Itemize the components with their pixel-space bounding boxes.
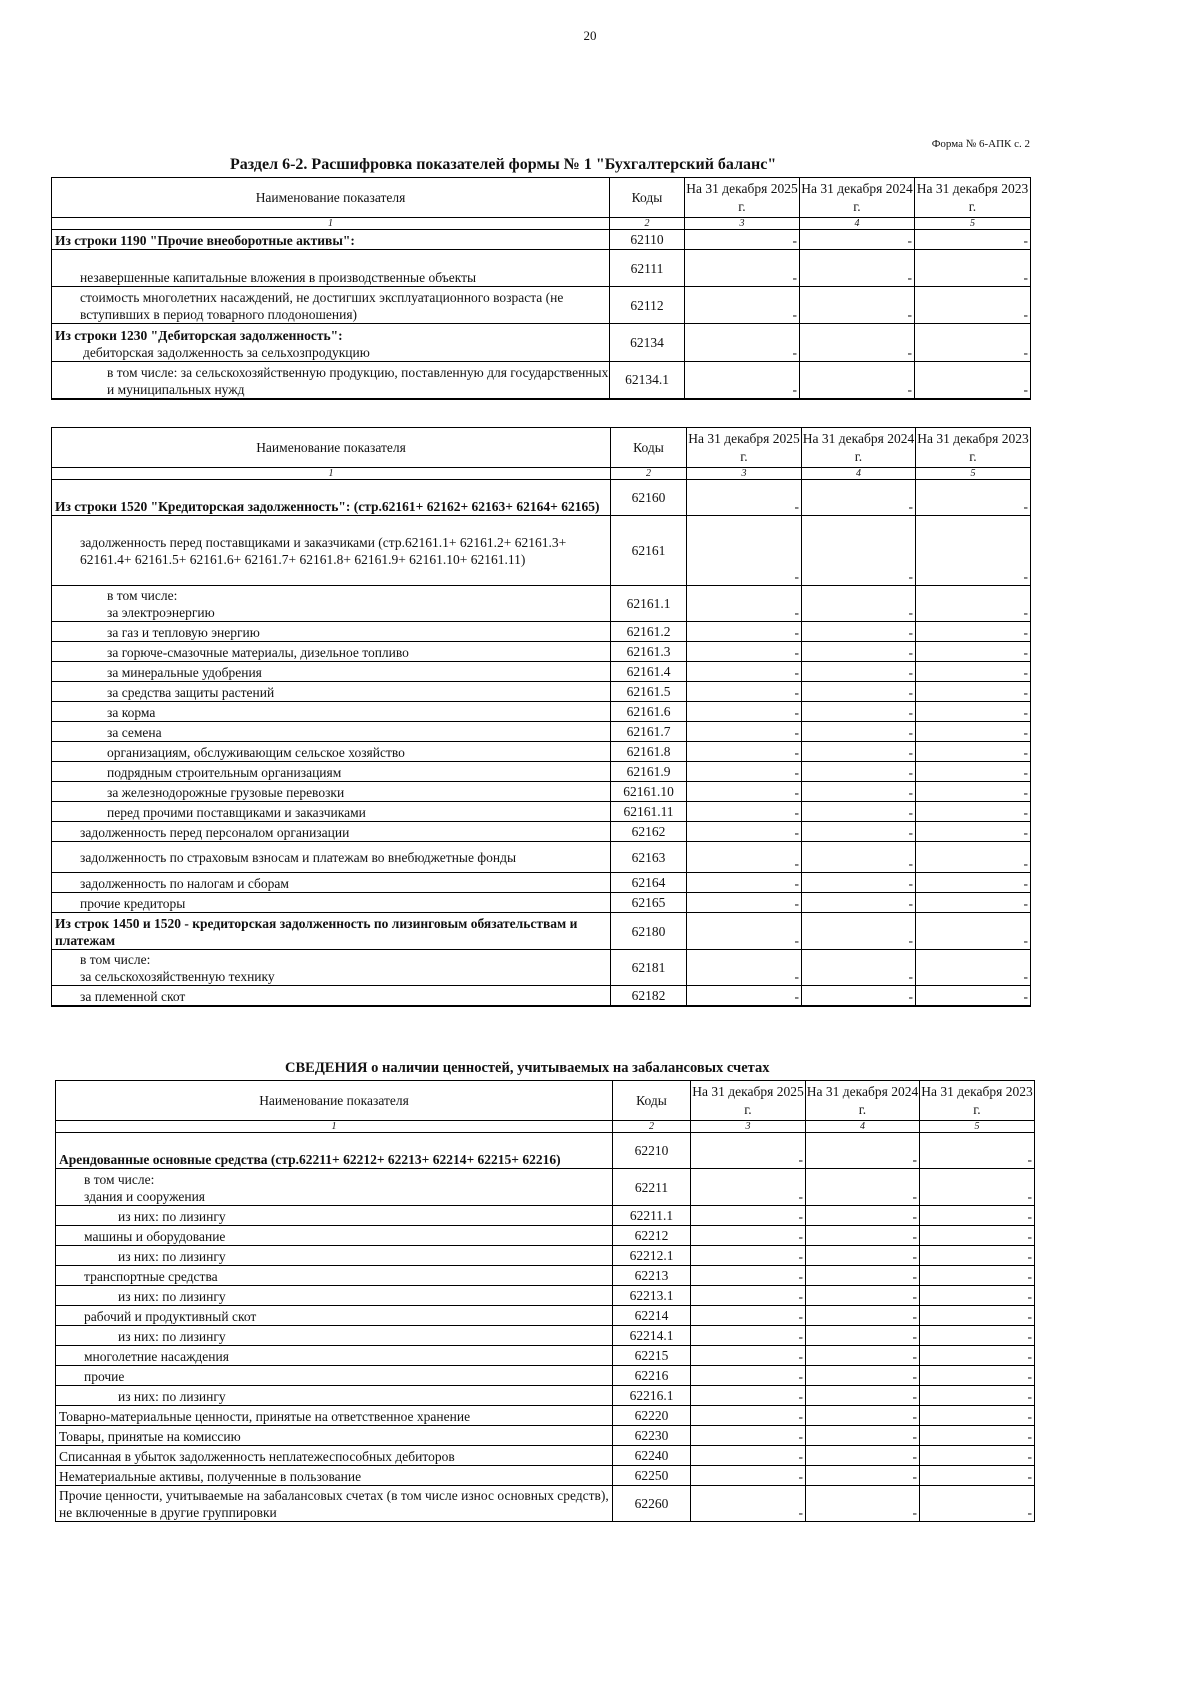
off-balance-title: СВЕДЕНИЯ о наличии ценностей, учитываемых на забалансовых счетах — [285, 1060, 770, 1076]
table-row — [52, 722, 1031, 742]
value-cell: - — [806, 1266, 920, 1286]
value-cell: - — [691, 1286, 806, 1306]
value-cell: - — [691, 1466, 806, 1486]
row-name: Из строки 1190 "Прочие внеоборотные активы": — [52, 230, 610, 250]
value-cell: - — [916, 722, 1031, 742]
header-col5: На 31 декабря 2023 г. — [920, 1081, 1035, 1121]
table-row — [52, 913, 1031, 950]
value-cell: - — [691, 1426, 806, 1446]
table-row — [52, 742, 1031, 762]
value-cell: - — [916, 586, 1031, 622]
colnum-1: 1 — [52, 468, 611, 480]
colnum-5: 5 — [915, 218, 1031, 230]
value-cell: - — [916, 742, 1031, 762]
value-cell: - — [920, 1286, 1035, 1306]
table-row — [56, 1226, 1035, 1246]
colnum-1: 1 — [52, 218, 610, 230]
off-balance-table — [55, 1080, 1035, 1522]
value-cell: - — [916, 913, 1031, 950]
row-name: Товары, принятые на комиссию — [56, 1426, 613, 1446]
value-cell: - — [802, 950, 916, 986]
value-cell: - — [916, 873, 1031, 893]
row-code: 62161.1 — [611, 586, 687, 622]
value-cell: - — [806, 1133, 920, 1169]
value-cell: - — [802, 873, 916, 893]
value-cell: - — [915, 362, 1031, 399]
value-cell: - — [691, 1366, 806, 1386]
value-cell: - — [687, 913, 802, 950]
row-name: Арендованные основные средства (стр.62211+ 62212+ 62213+ 62214+ 62215+ 62216) — [56, 1133, 613, 1169]
row-code: 62215 — [613, 1346, 691, 1366]
table-row — [52, 250, 1031, 287]
header-col3: На 31 декабря 2025 г. — [691, 1081, 806, 1121]
value-cell: - — [687, 782, 802, 802]
value-cell: - — [802, 802, 916, 822]
value-cell: - — [687, 873, 802, 893]
colnum-2: 2 — [613, 1121, 691, 1133]
row-code: 62212 — [613, 1226, 691, 1246]
value-cell: - — [687, 986, 802, 1006]
value-cell: - — [691, 1346, 806, 1366]
payables-table — [51, 427, 1031, 1007]
value-cell: - — [687, 842, 802, 873]
row-name: задолженность перед поставщиками и заказчиками (стр.62161.1+ 62161.2+ 62161.3+ 62161.4+ 62161.5+ 62161.6+ 62161.7+ 62161.8+ 62161.9+ 62161.10+ 62161.11) — [52, 516, 611, 586]
value-cell: - — [802, 893, 916, 913]
header-col3: На 31 декабря 2025 г. — [685, 178, 800, 218]
value-cell: - — [916, 622, 1031, 642]
header-col5: На 31 декабря 2023 г. — [916, 428, 1031, 468]
value-cell: - — [920, 1366, 1035, 1386]
row-name: из них: по лизингу — [56, 1286, 613, 1306]
table-row — [52, 287, 1031, 324]
header-name: Наименование показателя — [52, 428, 611, 468]
table-row — [52, 802, 1031, 822]
value-cell: - — [915, 324, 1031, 362]
value-cell: - — [802, 642, 916, 662]
table-row — [52, 782, 1031, 802]
value-cell: - — [920, 1446, 1035, 1466]
row-name: из них: по лизингу — [56, 1386, 613, 1406]
row-code: 62112 — [610, 287, 685, 324]
row-name: прочие кредиторы — [52, 893, 611, 913]
header-code: Коды — [613, 1081, 691, 1121]
row-code: 62161.6 — [611, 702, 687, 722]
value-cell: - — [802, 682, 916, 702]
value-cell: - — [691, 1246, 806, 1266]
table-row — [52, 362, 1031, 399]
value-cell: - — [920, 1246, 1035, 1266]
row-code: 62134.1 — [610, 362, 685, 399]
table-row — [52, 893, 1031, 913]
value-cell: - — [802, 762, 916, 782]
colnum-3: 3 — [687, 468, 802, 480]
colnum-2: 2 — [611, 468, 687, 480]
row-code: 62212.1 — [613, 1246, 691, 1266]
header-col4: На 31 декабря 2024 г. — [802, 428, 916, 468]
value-cell: - — [687, 742, 802, 762]
value-cell: - — [806, 1169, 920, 1206]
row-code: 62164 — [611, 873, 687, 893]
table-row — [52, 516, 1031, 586]
row-name: Нематериальные активы, полученные в пользование — [56, 1466, 613, 1486]
row-name: из них: по лизингу — [56, 1326, 613, 1346]
value-cell: - — [800, 250, 915, 287]
row-name: задолженность по страховым взносам и платежам во внебюджетные фонды — [52, 842, 611, 873]
value-cell: - — [685, 230, 800, 250]
value-cell: - — [920, 1306, 1035, 1326]
value-cell: - — [806, 1286, 920, 1306]
form-reference: Форма № 6-АПК с. 2 — [931, 138, 1030, 150]
value-cell: - — [687, 622, 802, 642]
value-cell: - — [802, 662, 916, 682]
row-name: стоимость многолетних насаждений, не достигших эксплуатационного возраста (не вступивших в период товарного плодоношения) — [52, 287, 610, 324]
value-cell: - — [916, 702, 1031, 722]
value-cell: - — [915, 230, 1031, 250]
value-cell: - — [691, 1406, 806, 1426]
table-row — [56, 1169, 1035, 1206]
colnum-3: 3 — [685, 218, 800, 230]
row-name-sub: здания и сооружения — [84, 1189, 206, 1204]
row-code: 62220 — [613, 1406, 691, 1426]
row-code: 62230 — [613, 1426, 691, 1446]
colnum-5: 5 — [916, 468, 1031, 480]
colnum-4: 4 — [802, 468, 916, 480]
row-name-heading: в том числе: — [107, 588, 178, 603]
value-cell: - — [806, 1326, 920, 1346]
value-cell: - — [802, 722, 916, 742]
value-cell: - — [802, 480, 916, 516]
table-row — [56, 1246, 1035, 1266]
value-cell: - — [687, 762, 802, 782]
row-code: 62180 — [611, 913, 687, 950]
value-cell: - — [687, 722, 802, 742]
row-name: подрядным строительным организациям — [52, 762, 611, 782]
table-row — [52, 762, 1031, 782]
value-cell: - — [802, 986, 916, 1006]
table-row — [52, 873, 1031, 893]
table-row — [52, 480, 1031, 516]
row-code: 62110 — [610, 230, 685, 250]
value-cell: - — [687, 950, 802, 986]
value-cell: - — [916, 480, 1031, 516]
page-number: 20 — [583, 28, 597, 43]
row-name: Из строк 1450 и 1520 - кредиторская задолженность по лизинговым обязательствам и платежам — [52, 913, 611, 950]
value-cell: - — [802, 742, 916, 762]
value-cell: - — [802, 622, 916, 642]
row-code: 62161.8 — [611, 742, 687, 762]
value-cell: - — [916, 893, 1031, 913]
row-name: за горюче-смазочные материалы, дизельное топливо — [52, 642, 611, 662]
table-row — [52, 822, 1031, 842]
row-name — [52, 950, 611, 986]
header-col4: На 31 декабря 2024 г. — [806, 1081, 920, 1121]
value-cell: - — [806, 1486, 920, 1522]
value-cell: - — [800, 287, 915, 324]
row-code: 62161.7 — [611, 722, 687, 742]
row-code: 62214 — [613, 1306, 691, 1326]
value-cell: - — [920, 1169, 1035, 1206]
table-row — [52, 642, 1031, 662]
value-cell: - — [687, 682, 802, 702]
row-code: 62213.1 — [613, 1286, 691, 1306]
value-cell: - — [806, 1466, 920, 1486]
row-name: в том числе: за сельскохозяйственную продукцию, поставленную для государственных и муниципальных нужд — [52, 362, 610, 399]
colnum-1: 1 — [56, 1121, 613, 1133]
row-name-heading: в том числе: — [84, 1172, 155, 1187]
row-code: 62161.10 — [611, 782, 687, 802]
table-row — [56, 1406, 1035, 1426]
value-cell: - — [687, 702, 802, 722]
row-code: 62240 — [613, 1446, 691, 1466]
value-cell: - — [800, 324, 915, 362]
table-row — [52, 986, 1031, 1006]
table-row — [52, 702, 1031, 722]
value-cell: - — [691, 1226, 806, 1246]
row-name: рабочий и продуктивный скот — [56, 1306, 613, 1326]
row-name — [52, 324, 610, 362]
value-cell: - — [916, 802, 1031, 822]
value-cell: - — [916, 986, 1031, 1006]
row-name: задолженность перед персоналом организации — [52, 822, 611, 842]
row-name: прочие — [56, 1366, 613, 1386]
row-code: 62163 — [611, 842, 687, 873]
colnum-4: 4 — [800, 218, 915, 230]
table-row — [56, 1286, 1035, 1306]
row-code: 62161.9 — [611, 762, 687, 782]
value-cell: - — [920, 1486, 1035, 1522]
colnum-2: 2 — [610, 218, 685, 230]
value-cell: - — [685, 324, 800, 362]
row-name: Списанная в убыток задолженность неплатежеспособных дебиторов — [56, 1446, 613, 1466]
value-cell: - — [691, 1306, 806, 1326]
header-name: Наименование показателя — [56, 1081, 613, 1121]
value-cell: - — [802, 842, 916, 873]
table-row — [56, 1306, 1035, 1326]
value-cell: - — [802, 822, 916, 842]
row-name: из них: по лизингу — [56, 1206, 613, 1226]
row-code: 62165 — [611, 893, 687, 913]
value-cell: - — [920, 1226, 1035, 1246]
value-cell: - — [687, 642, 802, 662]
value-cell: - — [685, 287, 800, 324]
value-cell: - — [806, 1246, 920, 1266]
row-code: 62260 — [613, 1486, 691, 1522]
value-cell: - — [802, 913, 916, 950]
value-cell: - — [806, 1386, 920, 1406]
value-cell: - — [800, 230, 915, 250]
colnum-5: 5 — [920, 1121, 1035, 1133]
table-row — [56, 1266, 1035, 1286]
value-cell: - — [691, 1169, 806, 1206]
value-cell: - — [806, 1446, 920, 1466]
table-row — [56, 1326, 1035, 1346]
value-cell: - — [916, 682, 1031, 702]
value-cell: - — [916, 662, 1031, 682]
row-code: 62250 — [613, 1466, 691, 1486]
row-name: за корма — [52, 702, 611, 722]
row-name-sub: дебиторская задолженность за сельхозпродукцию — [83, 345, 370, 360]
row-name: многолетние насаждения — [56, 1346, 613, 1366]
table-row — [52, 586, 1031, 622]
row-code: 62161.2 — [611, 622, 687, 642]
row-code: 62211.1 — [613, 1206, 691, 1226]
value-cell: - — [685, 250, 800, 287]
row-name — [56, 1169, 613, 1206]
row-name: задолженность по налогам и сборам — [52, 873, 611, 893]
value-cell: - — [691, 1133, 806, 1169]
row-code: 62210 — [613, 1133, 691, 1169]
value-cell: - — [806, 1406, 920, 1426]
value-cell: - — [806, 1366, 920, 1386]
table-row — [52, 230, 1031, 250]
row-code: 62216.1 — [613, 1386, 691, 1406]
value-cell: - — [920, 1326, 1035, 1346]
row-name — [52, 586, 611, 622]
colnum-3: 3 — [691, 1121, 806, 1133]
row-code: 62161.4 — [611, 662, 687, 682]
value-cell: - — [802, 586, 916, 622]
value-cell: - — [685, 362, 800, 399]
value-cell: - — [920, 1346, 1035, 1366]
colnum-4: 4 — [806, 1121, 920, 1133]
value-cell: - — [916, 842, 1031, 873]
value-cell: - — [802, 702, 916, 722]
value-cell: - — [920, 1386, 1035, 1406]
value-cell: - — [802, 782, 916, 802]
table-row — [52, 662, 1031, 682]
value-cell: - — [916, 950, 1031, 986]
value-cell: - — [920, 1266, 1035, 1286]
receivables-assets-table — [51, 177, 1031, 400]
row-code: 62134 — [610, 324, 685, 362]
value-cell: - — [691, 1326, 806, 1346]
value-cell: - — [687, 822, 802, 842]
value-cell: - — [916, 782, 1031, 802]
header-col3: На 31 декабря 2025 г. — [687, 428, 802, 468]
row-code: 62214.1 — [613, 1326, 691, 1346]
row-name-sub: за электроэнергию — [107, 605, 215, 620]
header-code: Коды — [610, 178, 685, 218]
row-name: из них: по лизингу — [56, 1246, 613, 1266]
value-cell: - — [916, 762, 1031, 782]
row-code: 62182 — [611, 986, 687, 1006]
row-code: 62211 — [613, 1169, 691, 1206]
value-cell: - — [920, 1426, 1035, 1446]
row-name: за железнодорожные грузовые перевозки — [52, 782, 611, 802]
value-cell: - — [691, 1486, 806, 1522]
table-row — [56, 1466, 1035, 1486]
value-cell: - — [915, 250, 1031, 287]
table-row — [56, 1386, 1035, 1406]
table-row — [52, 682, 1031, 702]
row-name: машины и оборудование — [56, 1226, 613, 1246]
row-name: транспортные средства — [56, 1266, 613, 1286]
value-cell: - — [920, 1206, 1035, 1226]
header-col4: На 31 декабря 2024 г. — [800, 178, 915, 218]
value-cell: - — [691, 1266, 806, 1286]
value-cell: - — [916, 822, 1031, 842]
row-name: Прочие ценности, учитываемые на забалансовых счетах (в том числе износ основных средств), не включенные в другие группировки — [56, 1486, 613, 1522]
section-title: Раздел 6-2. Расшифровка показателей формы № 1 "Бухгалтерский баланс" — [230, 156, 777, 173]
row-code: 62161.5 — [611, 682, 687, 702]
value-cell: - — [800, 362, 915, 399]
value-cell: - — [806, 1306, 920, 1326]
header-code: Коды — [611, 428, 687, 468]
row-code: 62216 — [613, 1366, 691, 1386]
value-cell: - — [920, 1133, 1035, 1169]
row-code: 62160 — [611, 480, 687, 516]
value-cell: - — [691, 1386, 806, 1406]
row-name-heading: в том числе: — [80, 952, 151, 967]
value-cell: - — [916, 516, 1031, 586]
value-cell: - — [920, 1466, 1035, 1486]
row-name: за племенной скот — [52, 986, 611, 1006]
row-code: 62111 — [610, 250, 685, 287]
value-cell: - — [806, 1206, 920, 1226]
value-cell: - — [806, 1226, 920, 1246]
value-cell: - — [687, 516, 802, 586]
row-name: за семена — [52, 722, 611, 742]
row-code: 62161.11 — [611, 802, 687, 822]
table-row — [52, 842, 1031, 873]
row-name: Товарно-материальные ценности, принятые на ответственное хранение — [56, 1406, 613, 1426]
row-code: 62181 — [611, 950, 687, 986]
row-name: за газ и тепловую энергию — [52, 622, 611, 642]
header-col5: На 31 декабря 2023 г. — [915, 178, 1031, 218]
row-name: незавершенные капитальные вложения в производственные объекты — [52, 250, 610, 287]
value-cell: - — [687, 802, 802, 822]
row-code: 62161.3 — [611, 642, 687, 662]
row-name: перед прочими поставщиками и заказчиками — [52, 802, 611, 822]
value-cell: - — [691, 1446, 806, 1466]
table-row — [56, 1366, 1035, 1386]
table-row — [56, 1206, 1035, 1226]
value-cell: - — [916, 642, 1031, 662]
value-cell: - — [687, 480, 802, 516]
table-row — [56, 1133, 1035, 1169]
row-name: Из строки 1520 "Кредиторская задолженность": (стр.62161+ 62162+ 62163+ 62164+ 62165) — [52, 480, 611, 516]
row-name: организациям, обслуживающим сельское хозяйство — [52, 742, 611, 762]
value-cell: - — [806, 1346, 920, 1366]
table-row — [56, 1426, 1035, 1446]
row-name-heading: Из строки 1230 "Дебиторская задолженность": — [55, 328, 343, 343]
row-name: за средства защиты растений — [52, 682, 611, 702]
row-code: 62213 — [613, 1266, 691, 1286]
table-row — [56, 1346, 1035, 1366]
header-name: Наименование показателя — [52, 178, 610, 218]
value-cell: - — [691, 1206, 806, 1226]
table-row — [52, 622, 1031, 642]
table-row — [52, 324, 1031, 362]
value-cell: - — [687, 893, 802, 913]
value-cell: - — [806, 1426, 920, 1446]
value-cell: - — [920, 1406, 1035, 1426]
table-row — [56, 1446, 1035, 1466]
value-cell: - — [687, 662, 802, 682]
value-cell: - — [802, 516, 916, 586]
row-name: за минеральные удобрения — [52, 662, 611, 682]
table-row — [56, 1486, 1035, 1522]
row-name-sub: за сельскохозяйственную технику — [80, 969, 275, 984]
value-cell: - — [915, 287, 1031, 324]
table-row — [52, 950, 1031, 986]
row-code: 62162 — [611, 822, 687, 842]
row-code: 62161 — [611, 516, 687, 586]
value-cell: - — [687, 586, 802, 622]
